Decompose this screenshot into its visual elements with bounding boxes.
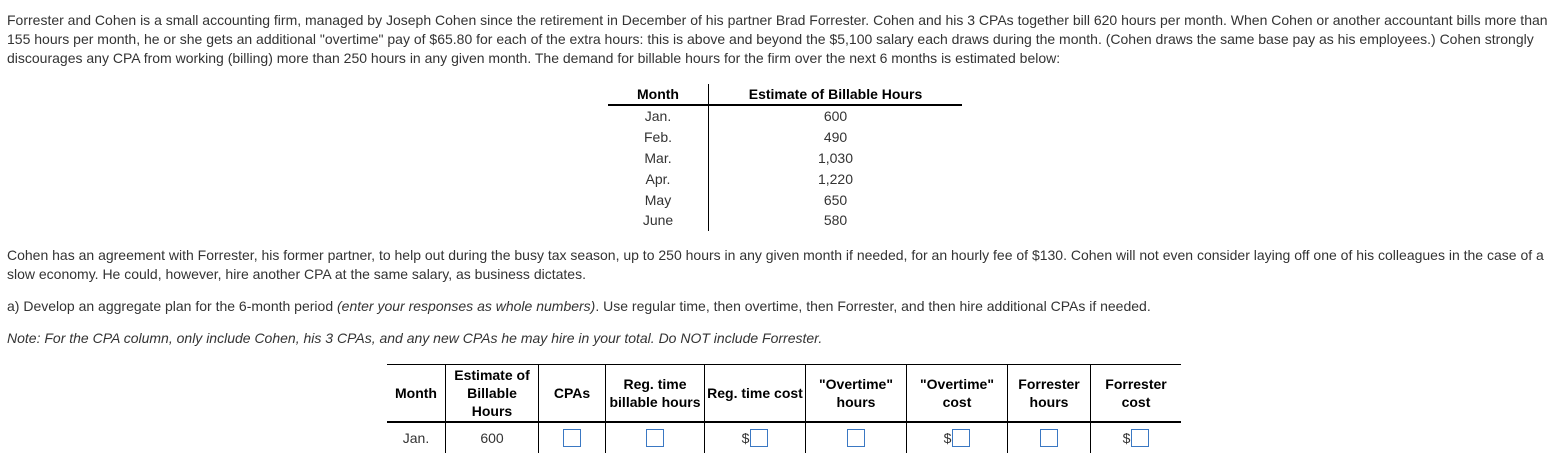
plan-header-reg-cost: Reg. time cost: [705, 365, 806, 423]
forrester-cost-input[interactable]: [1131, 429, 1149, 447]
problem-intro: Forrester and Cohen is a small accounting firm, managed by Joseph Cohen since the retirement in December of his partner Brad Forrester. Cohen and his 3 CPAs together bill 620 hours per month. When Cohen or another accountant bills more than 155 hours per month, he or she gets an additional "overtime" pay of $65.80 for each of the extra hours: this is above and beyond the $5,100 salary each draws during the month. (Cohen draws the same base pay as his employees.) Cohen strongly discourages any CPA from working (billing) more than 250 hours in any given month. The demand for billable hours for the firm over the next 6 months is estimated below:: [7, 12, 1548, 66]
note-text: Note: For the CPA column, only include Cohen, his 3 CPAs, and any new CPAs he may hire in your total. Do NOT include Forrester.: [7, 330, 823, 346]
demand-hours: 600: [823, 108, 848, 125]
demand-month: May: [608, 189, 709, 210]
demand-hours: 650: [823, 191, 848, 208]
plan-header-ot-cost: "Overtime" cost: [907, 365, 1008, 423]
currency-symbol: $: [741, 430, 750, 447]
currency-symbol: $: [1122, 430, 1131, 447]
ot-hours-input[interactable]: [847, 429, 865, 447]
instruction-text: [7, 297, 1556, 316]
demand-hours: 490: [823, 129, 848, 146]
plan-header-ot-hours: "Overtime" hours: [806, 365, 907, 423]
plan-month: Jan.: [387, 422, 446, 453]
table-row: [608, 105, 962, 127]
demand-header-month: Month: [608, 84, 709, 105]
plan-header-forrester-hours: Forrester hours: [1008, 365, 1091, 423]
agreement-text: Cohen has an agreement with Forrester, his former partner, to help out during the busy tax season, up to 250 hours in any given month if needed, for an hourly fee of $130. Cohen will not even consider laying off one of his colleagues in the case of a slow economy. He could, however, hire another CPA at the same salary, as business dictates.: [7, 247, 1544, 282]
aggregate-plan-table: [387, 364, 1181, 453]
table-row: [608, 127, 962, 148]
demand-month: Mar.: [608, 148, 709, 169]
demand-header-estimate: Estimate of Billable Hours: [709, 84, 963, 105]
plan-header-reg-hours: Reg. time billable hours: [606, 365, 705, 423]
instruction-suffix: . Use regular time, then overtime, then Forrester, and then hire additional CPAs if needed.: [595, 298, 1151, 314]
reg-hours-input[interactable]: [646, 429, 664, 447]
table-row: [608, 148, 962, 169]
reg-cost-input[interactable]: [750, 429, 768, 447]
plan-header-cpas: CPAs: [539, 365, 606, 423]
plan-header-estimate: Estimate of Billable Hours: [446, 365, 539, 423]
demand-hours: 1,220: [817, 170, 854, 187]
plan-header-forrester-cost: Forrester cost: [1105, 376, 1167, 410]
table-row: [608, 210, 962, 231]
demand-table: [608, 84, 962, 231]
demand-month: Apr.: [608, 168, 709, 189]
plan-header-month: Month: [387, 365, 446, 423]
forrester-hours-input[interactable]: [1040, 429, 1058, 447]
currency-symbol: $: [943, 430, 952, 447]
table-row: [387, 422, 1181, 453]
table-row: [608, 168, 962, 189]
demand-month: Feb.: [608, 127, 709, 148]
demand-month: Jan.: [608, 105, 709, 127]
instruction-prefix: a) Develop an aggregate plan for the 6-month period: [7, 298, 337, 314]
demand-hours: 1,030: [817, 149, 854, 166]
ot-cost-input[interactable]: [952, 429, 970, 447]
cpas-input[interactable]: [563, 429, 581, 447]
demand-hours: 580: [823, 212, 848, 229]
demand-month: June: [608, 210, 709, 231]
table-row: [608, 189, 962, 210]
plan-estimate: 600: [446, 422, 539, 453]
instruction-italic: (enter your responses as whole numbers): [337, 298, 596, 314]
